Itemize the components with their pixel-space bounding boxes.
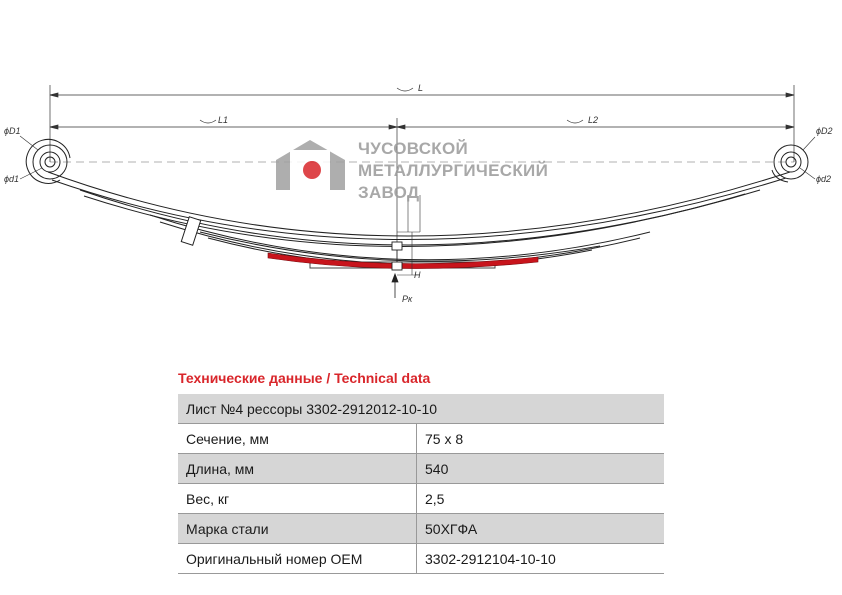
spec-label: Длина, мм bbox=[178, 454, 417, 484]
spec-value: 75 x 8 bbox=[417, 424, 665, 454]
d1-inner-label: ϕd1 bbox=[4, 174, 20, 184]
d2-outer-label: ϕD2 bbox=[816, 126, 833, 136]
company-logo bbox=[276, 139, 548, 202]
spec-value: 3302-2912104-10-10 bbox=[417, 544, 665, 574]
d2-inner-label: ϕd2 bbox=[816, 174, 832, 184]
logo-line1: ЧУСОВСКОЙ bbox=[358, 139, 469, 158]
spec-label: Марка стали bbox=[178, 514, 417, 544]
logo-line2: МЕТАЛЛУРГИЧЕСКИЙ bbox=[358, 161, 549, 180]
dimension-l-label: L bbox=[418, 83, 424, 93]
dimension-l1-l2 bbox=[50, 118, 794, 245]
spec-value: 2,5 bbox=[417, 484, 665, 514]
table-header-row bbox=[178, 394, 664, 424]
spec-label: Сечение, мм bbox=[178, 424, 417, 454]
dimension-l2-label: L2 bbox=[588, 115, 599, 125]
technical-data-table bbox=[178, 394, 664, 574]
technical-data-title: Технические данные / Technical data bbox=[178, 370, 431, 386]
table-row bbox=[178, 514, 664, 544]
d1-outer-label: ϕD1 bbox=[4, 126, 21, 136]
spec-label: Оригинальный номер OEM bbox=[178, 544, 417, 574]
table-row bbox=[178, 454, 664, 484]
dimension-l1-label: L1 bbox=[218, 115, 229, 125]
dimension-h-label: H bbox=[414, 270, 421, 280]
spec-label: Вес, кг bbox=[178, 484, 417, 514]
table-row bbox=[178, 544, 664, 574]
force-label: Pк bbox=[402, 294, 413, 304]
table-row bbox=[178, 424, 664, 454]
centre-bolt bbox=[392, 242, 402, 270]
force-arrow bbox=[392, 274, 398, 298]
part-name-cell: Лист №4 рессоры 3302-2912012-10-10 bbox=[178, 394, 664, 424]
spec-value: 540 bbox=[417, 454, 665, 484]
logo-line3: ЗАВОД bbox=[358, 183, 420, 202]
rebound-clamp bbox=[181, 217, 200, 245]
spec-value: 50ХГФА bbox=[417, 514, 665, 544]
logo-mark bbox=[276, 140, 345, 190]
table-row bbox=[178, 484, 664, 514]
